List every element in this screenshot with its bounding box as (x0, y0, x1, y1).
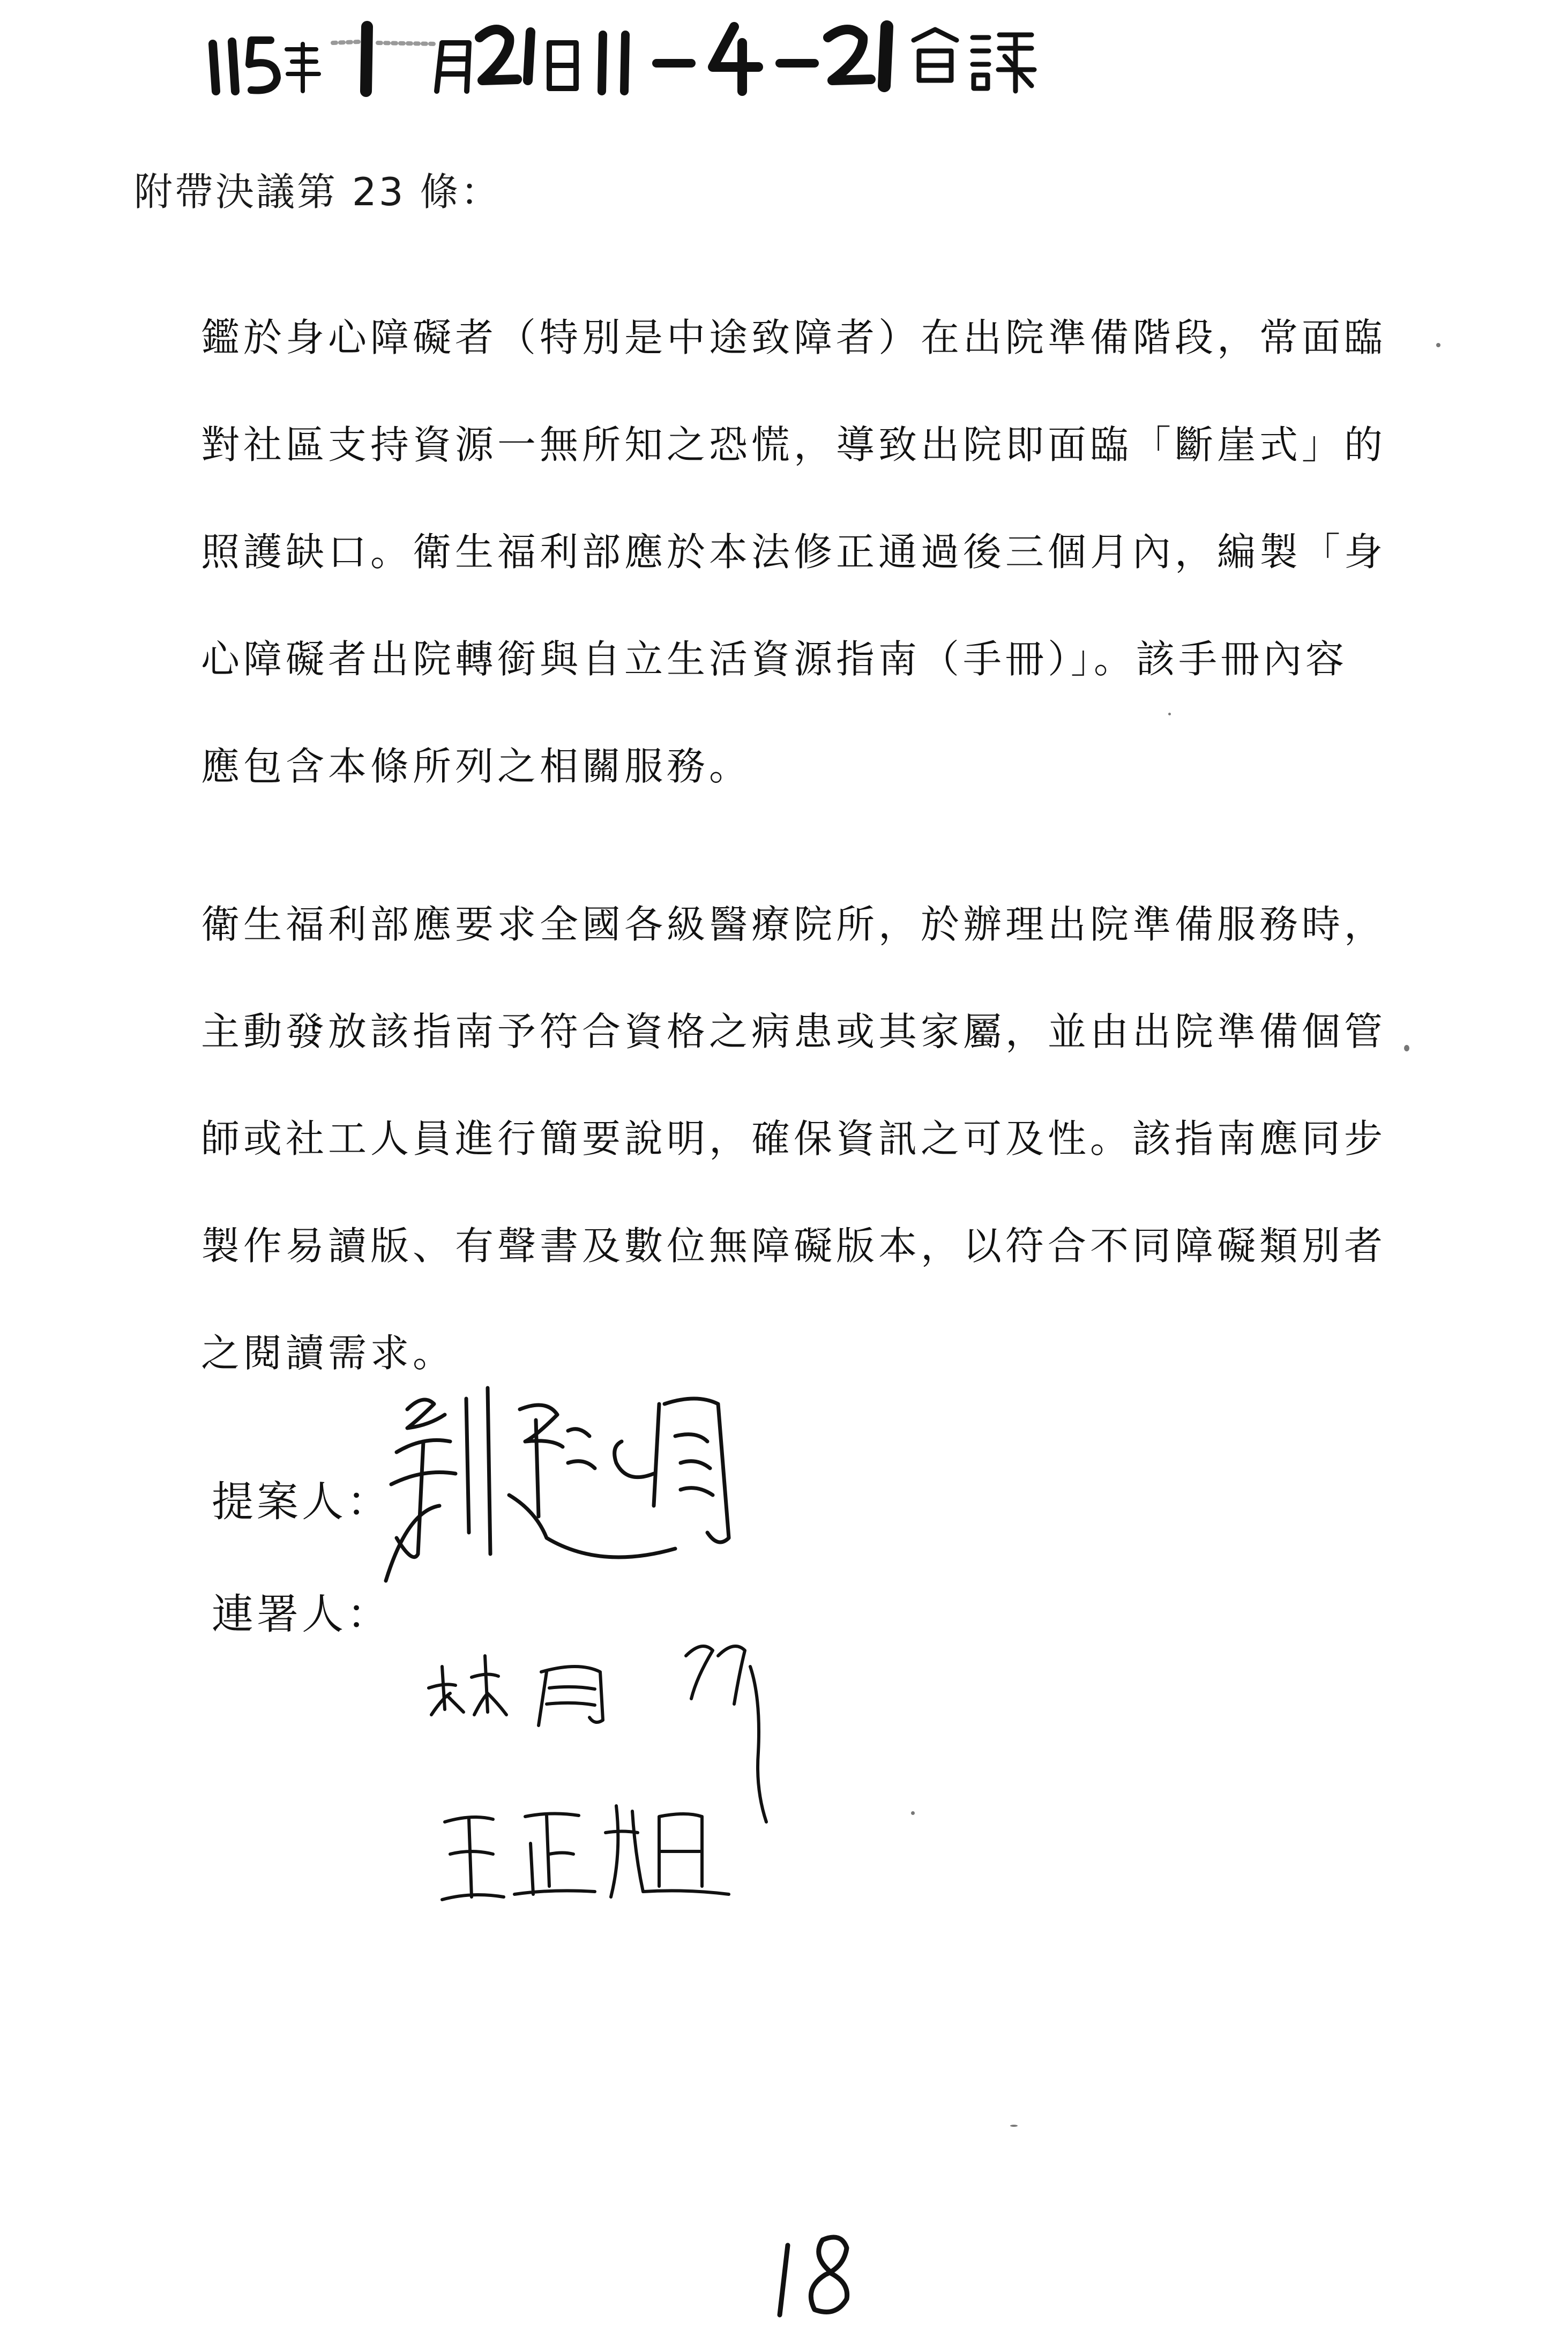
cosigner-signature-2 (439, 1779, 782, 1940)
paragraph-2-line: 師或社工人員進行簡要說明，確保資訊之可及性。該指南應同步 (201, 1116, 1387, 1161)
paragraph-1-line: 鑑於身心障礙者（特別是中途致障者）在出院準備階段，常面臨 (201, 315, 1387, 360)
scan-speck (1010, 2125, 1018, 2127)
paragraph-2-line: 製作易讀版、有聲書及數位無障礙版本，以符合不同障礙類別者 (201, 1223, 1387, 1268)
scan-speck (1436, 343, 1440, 347)
cosigner-label: 連署人： (212, 1590, 392, 1639)
scan-speck (1404, 1045, 1409, 1051)
paragraph-1-line: 應包含本條所列之相關服務。 (201, 744, 752, 789)
header-stamp-graphic (206, 11, 1074, 102)
paragraph-1-line: 對社區支持資源一無所知之恐慌，導致出院即面臨「斷崖式」的 (201, 422, 1387, 467)
scan-speck (911, 1811, 915, 1815)
cosigner-signature-2-graphic (439, 1779, 782, 1940)
proposer-signature (375, 1377, 831, 1592)
paragraph-1-line: 心障礙者出院轉銜與自立生活資源指南（手冊）」。該手冊內容 (201, 637, 1348, 682)
header-stamp (206, 11, 1074, 102)
proposer-label: 提案人： (212, 1478, 392, 1526)
paragraph-2-line: 衛生福利部應要求全國各級醫療院所，於辦理出院準備服務時， (201, 902, 1387, 947)
page-number (766, 2224, 873, 2320)
page-number-graphic (766, 2224, 873, 2320)
resolution-title: 附帶決議第 23 條： (134, 169, 502, 214)
paragraph-2 (201, 871, 1387, 1407)
paragraph-1 (201, 284, 1387, 820)
scan-speck (1168, 713, 1171, 715)
paragraph-2-line: 主動發放該指南予符合資格之病患或其家屬，並由出院準備個管 (201, 1009, 1387, 1054)
paragraph-1-line: 照護缺口。衛生福利部應於本法修正通過後三個月內，編製「身 (201, 529, 1387, 574)
proposer-signature-graphic (375, 1377, 831, 1592)
paragraph-2-line: 之閱讀需求。 (201, 1331, 456, 1376)
